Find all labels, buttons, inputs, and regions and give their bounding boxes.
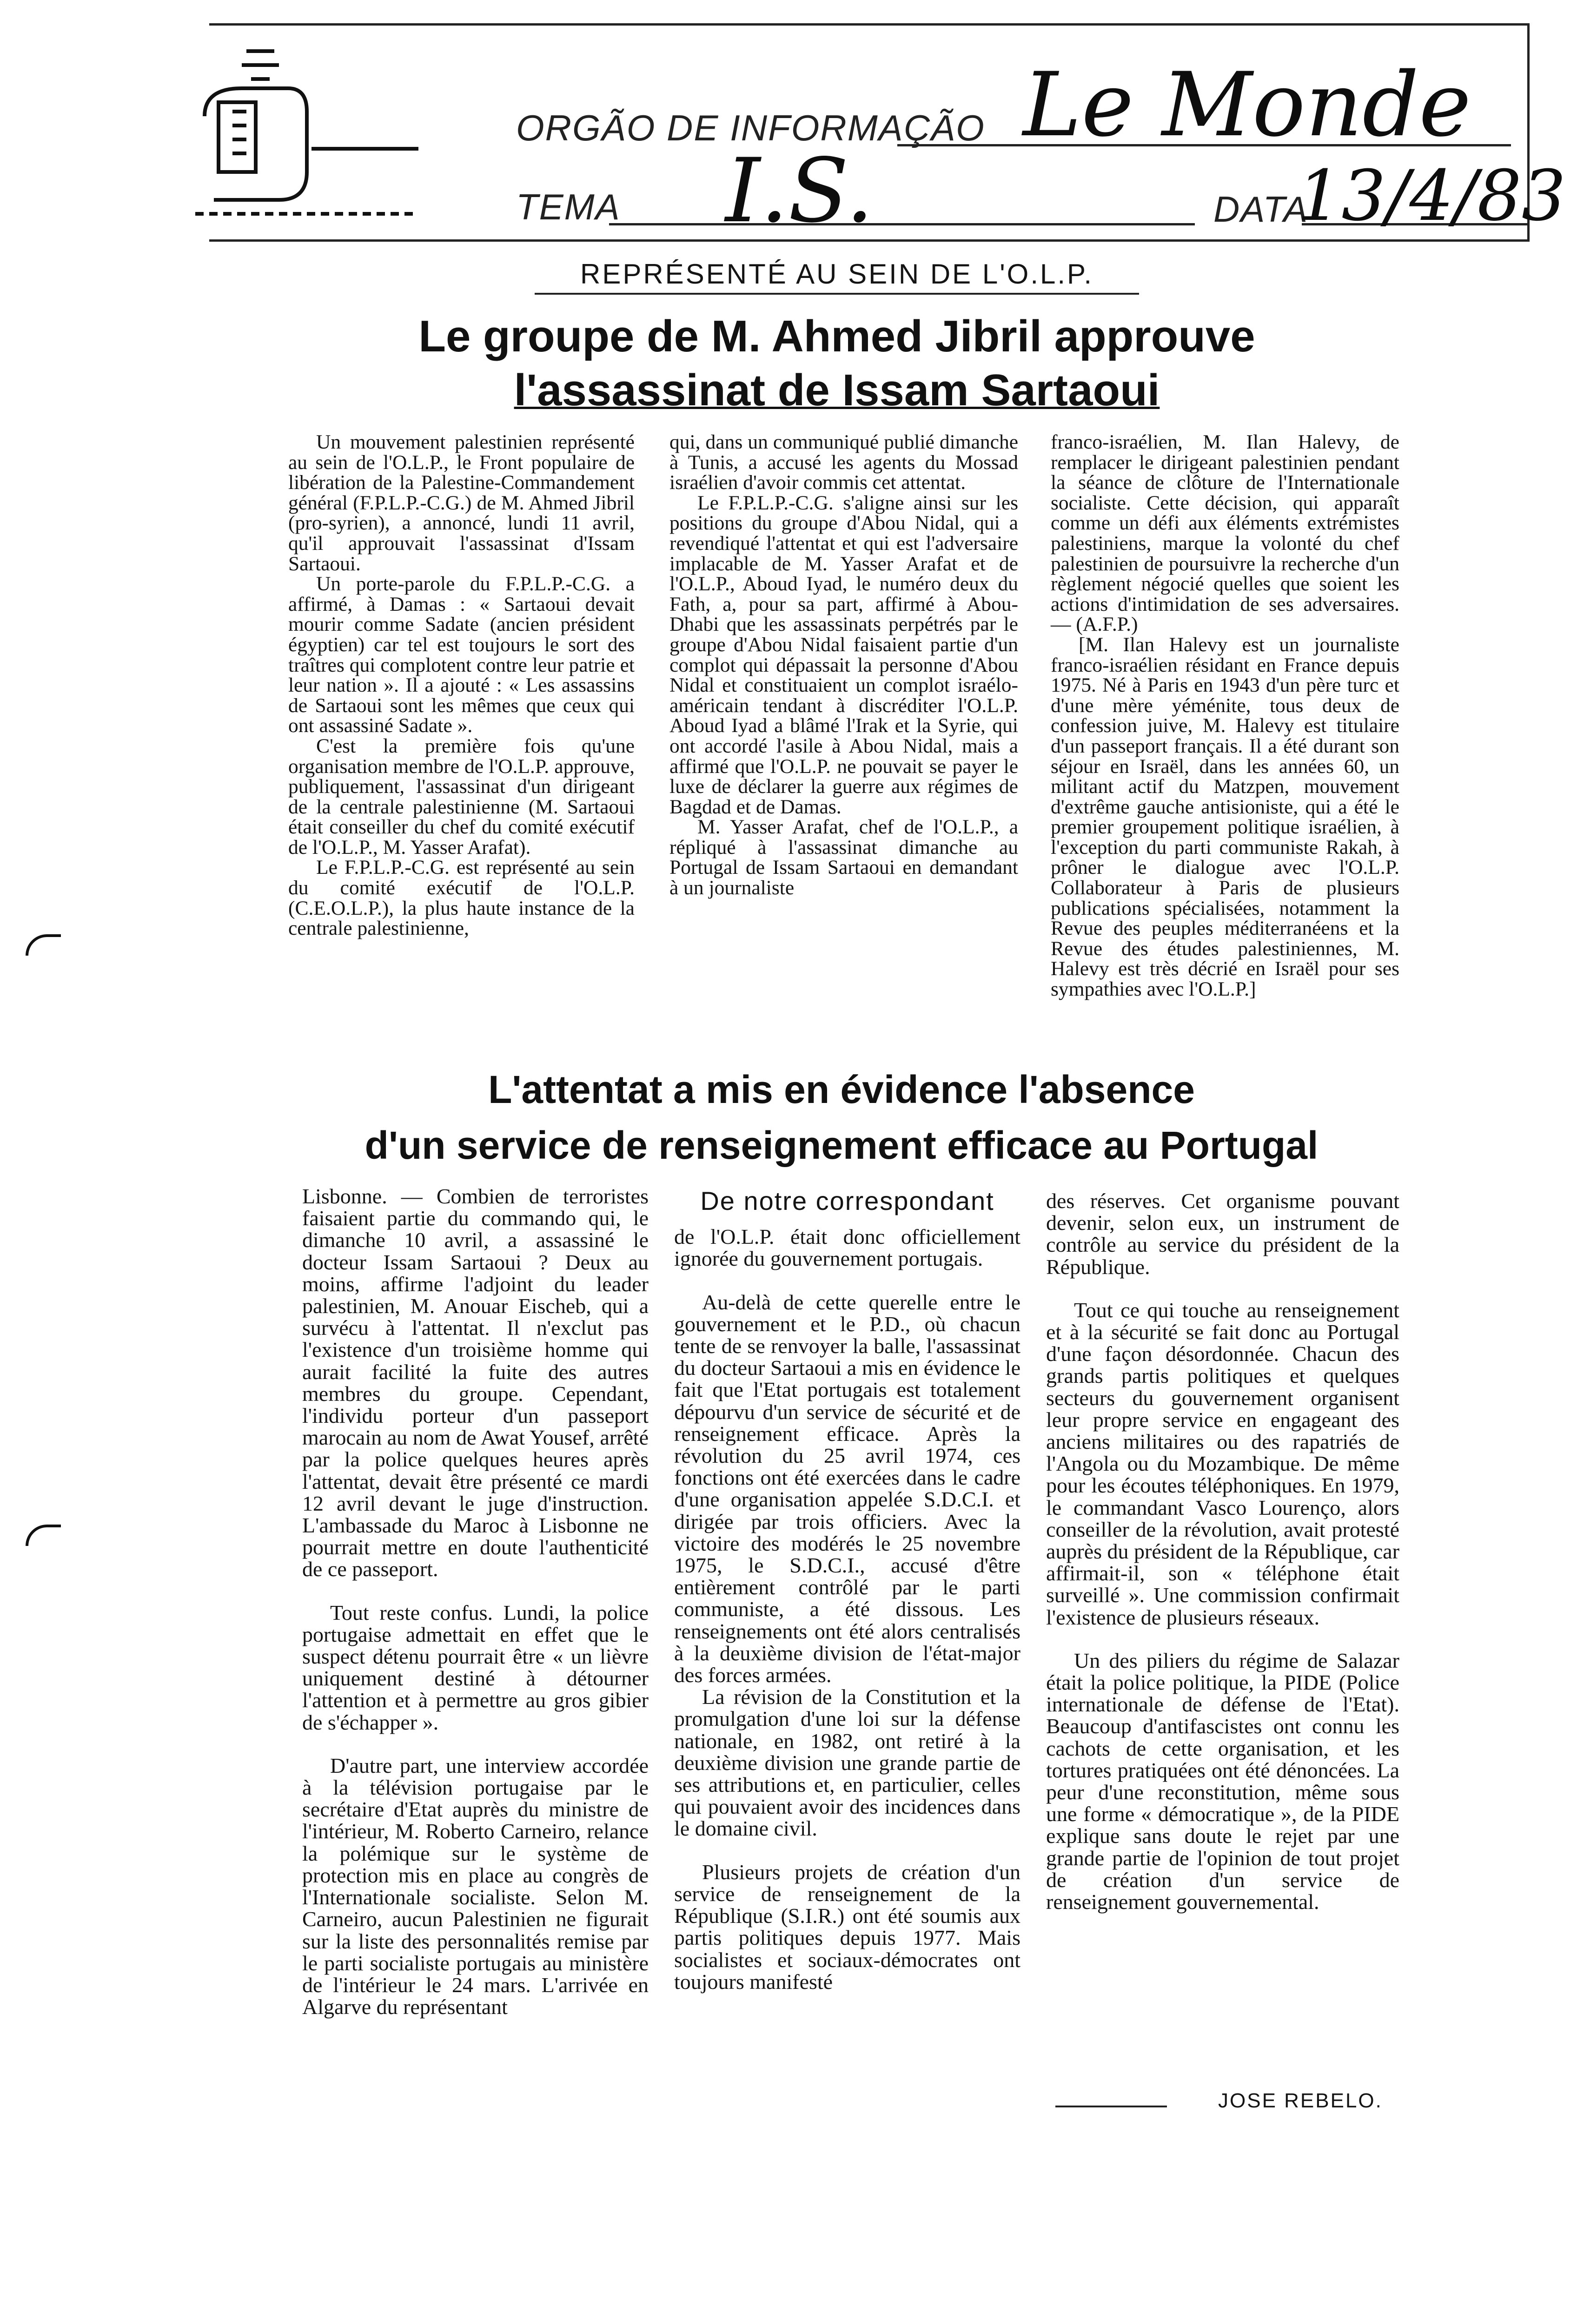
paragraph: C'est la première fois qu'une organisation membre de l'O.L.P. approuve, publiquement, l'assassinat d'un dirigeant de la centrale palestinienne (M. Sartaoui était conseiller du chef du comité exécutif de l'O.L.P., M. Yasser Arafat). [288,734,635,858]
article2-headline-line2: d'un service de renseignement efficace au Portugal [364,1123,1319,1167]
article2-column-3 [1046,1190,1399,1913]
paragraph: Un mouvement palestinien représenté au sein de l'O.L.P., le Front populaire de libération de la Palestine-Commandement général (F.P.L.P.-C.G.) de M. Ahmed Jibril (pro-syrien), a annoncé, lundi 11 avril, qu'il approuvait l'assassinat d'Issam Sartaoui. [288,431,635,575]
paragraph: Un des piliers du régime de Salazar était la police politique, la PIDE (Police internationale de défense de l'Etat). Beaucoup d'antifascistes ont connu les cachots de cette organisation, et les tortures pratiquées ont été dénoncées. La peur d'une reconstitution, même sous une forme « démocratique », de la PIDE explique sans doute le rejet par une grande partie de l'opinion de tout projet de création d'un service de renseignement gouvernemental. [1046,1648,1399,1914]
orgao-value: Le Monde [1023,53,1471,156]
orgao-label: ORGÃO DE INFORMAÇÃO [516,107,985,148]
scan-mark [26,934,61,956]
paragraph: M. Yasser Arafat, chef de l'O.L.P., a répliqué à l'assassinat dimanche au Portugal de Issam Sartaoui en demandant à un journaliste [669,816,1018,899]
tema-label: TEMA [516,186,621,227]
tema-value: I.S. [725,139,874,242]
paragraph: D'autre part, une interview accordée à la télévision portugaise par le secrétaire d'Etat auprès du ministre de l'intérieur, M. Roberto Carneiro, relance la polémique sur le système de protection mis en place au congrès de l'Internationale socialiste. Selon M. Carneiro, aucun Palestinien ne figurait sur la liste des personnalités remise par le parti socialiste portugais au ministère de l'intérieur le 24 mars. L'arrivée en Algarve du représentant [302,1753,649,2019]
article1-headline-line1: Le groupe de M. Ahmed Jibril approuve [418,311,1255,361]
paragraph: [M. Ilan Halevy est un journaliste franco-israélien résidant en France depuis 1975. Né à Paris en 1943 d'un père turc et d'une mère yéménite, tous deux de confession juive, M. Halevy est titulaire d'un passeport français. Il a été durant son séjour en Israël, dans les années 60, un militant actif du Matzpen, mouvement d'extrême gauche antisioniste, qui a été le premier groupement politique israélien, à l'exception du parti communiste Rakah, à prôner le dialogue avec l'O.L.P. Collaborateur à Paris de plusieurs publications spécialisées, notamment la Revue des peuples méditerranéens et la Revue des études palestiniennes, M. Halevy est très décrié en Israël pour ses sympathies avec l'O.L.P.] [1051,633,1399,1001]
paragraph: Tout reste confus. Lundi, la police portugaise admettait en effet que le suspect détenu pourrait être « un lièvre uniquement destiné à détourner l'attention et à permettre au gros gibier de s'échapper ». [302,1600,649,1734]
paragraph: qui, dans un communiqué publié dimanche à Tunis, a accusé les agents du Mossad israélien d'avoir commis cet attentat. [669,431,1018,494]
paragraph: Plusieurs projets de création d'un service de renseignement de la République (S.I.R.) ont été soumis aux partis politiques depuis 1977. Mais socialistes et sociaux-démocrates ont toujours manifesté [674,1860,1020,1994]
data-value: 13/4/83 [1297,156,1566,237]
article2-byline: De notre correspondant [700,1186,994,1215]
article2-signature: JOSE REBELO. [1218,2089,1383,2112]
paragraph: Tout ce qui touche au renseignement et à la sécurité se fait donc au Portugal d'une façon désordonnée. Chacun des grands partis politiques et quelques secteurs du gouvernement organisent leur propre service en engageant des anciens militaires ou des rapatriés de l'Angola ou du Mozambique. De même pour les écoutes téléphoniques. En 1979, le commandant Vasco Lourenço, alors conseiller de la révolution, avait protesté auprès du président de la République, car affirmait-il, son « téléphone était surveillé ». Une commission confirmait l'existence de plusieurs réseaux. [1046,1298,1400,1629]
article1-headline-line2: l'assassinat de Issam Sartaoui [514,365,1160,415]
paragraph: La révision de la Constitution et la promulgation d'une loi sur la défense nationale, en 1982, ont retiré à la deuxième division une grande partie de ses attributions et, en particulier, celles qui pouvaient avoir des incidences dans le domaine civil. [674,1685,1020,1841]
article2-headline-line1: L'attentat a mis en évidence l'absence [488,1068,1195,1111]
signature-dash [1055,2106,1167,2107]
article2-column-1 [302,1185,649,2018]
data-label: DATA [1213,189,1309,230]
paragraph: de l'O.L.P. était donc officiellement ignorée du gouvernement portugais. [674,1225,1020,1271]
article1-column-1 [288,432,635,939]
article2-column-2 [674,1186,1020,1994]
paragraph: des réserves. Cet organisme pouvant devenir, selon eux, un instrument de contrôle au service du président de la République. [1046,1189,1399,1279]
article1-column-3 [1051,432,1399,1000]
paragraph: Un porte-parole du F.P.L.P.-C.G. a affirmé, à Damas : « Sartaoui devait mourir comme Sadate (ancien président égyptien) car tel est toujours le sort des traîtres qui complotent contre leur patrie et leur nation ». Il a ajouté : « Les assassins de Sartaoui sont les mêmes que ceux qui ont assassiné Sadate ». [288,573,635,737]
scan-mark [26,1525,61,1546]
tema-line [609,223,1195,225]
article1-kicker: REPRÉSENTÉ AU SEIN DE L'O.L.P. [535,258,1139,295]
article1-column-2 [669,432,1018,898]
paragraph: Au-delà de cette querelle entre le gouvernement et le P.D., où chacun tente de se renvoyer la balle, l'assassinat du docteur Sartaoui a mis en évidence le fait que l'Etat portugais est totalement dépourvu d'un service de sécurité et de renseignement efficace. Après la révolution du 25 avril 1974, ces fonctions ont été exercées dans le cadre d'une organisation appelée S.D.C.I. et dirigée par trois officiers. Avec la victoire des modérés le 25 novembre 1975, le S.D.C.I., accusé d'être entièrement contrôlé par le parti communiste, a été dissous. Les renseignements ont été alors centralisés à la deuxième division de l'état-major des forces armées. [674,1290,1020,1687]
paragraph: franco-israélien, M. Ilan Halevy, de remplacer le dirigeant palestinien pendant la séance de clôture de l'Internationale socialiste. Cette décision, qui apparaît comme un défi aux éléments extrémistes palestiniens, marque la volonté du chef palestinien de poursuivre la recherche d'un règlement négocié quelles que soient les actions d'intimidation de ses adversaires. — (A.F.P.) [1051,431,1399,636]
paragraph: Le F.P.L.P.-C.G. est représenté au sein du comité exécutif de l'O.L.P. (C.E.O.L.P.), la plus haute instance de la centrale palestinienne, [288,856,635,940]
paragraph: Lisbonne. — Combien de terroristes faisaient partie du commando qui, le dimanche 10 avril, a assassiné le docteur Issam Sartaoui ? Deux au moins, affirme l'adjoint du leader palestinien, M. Anouar Eischeb, qui a survécu à l'attentat. Il n'exclut pas l'existence d'un troisième homme qui aurait facilité la fuite des autres membres du groupe. Cependant, l'individu porteur d'un passeport marocain au nom de Awat Yousef, arrêté par la police quelques heures après l'attentat, devait être présenté ce mardi 12 avril devant le juge d'instruction. L'ambassade du Maroc à Lisbonne ne pourrait mettre en doute l'authenticité de ce passeport. [302,1184,649,1581]
paragraph: Le F.P.L.P.-C.G. s'aligne ainsi sur les positions du groupe d'Abou Nidal, qui a revendiqué l'attentat et qui est l'adversaire implacable de M. Yasser Arafat et de l'O.L.P., Aboud Iyad, le numéro deux du Fath, a, pour sa part, affirmé à Abou-Dhabi que les assassinats perpétrés par le groupe d'Abou Nidal faisaient partie d'un complot qui dépassait la personne d'Abou Nidal et constituaient un complot israélo-américain tendant à discréditer l'O.L.P. Aboud Iyad a blâmé l'Irak et la Syrie, qui ont accordé l'asile à Abou Nidal, mais a affirmé que l'O.L.P. ne pouvait se payer le luxe de déclarer la guerre aux régimes de Bagdad et de Damas. [669,491,1018,818]
